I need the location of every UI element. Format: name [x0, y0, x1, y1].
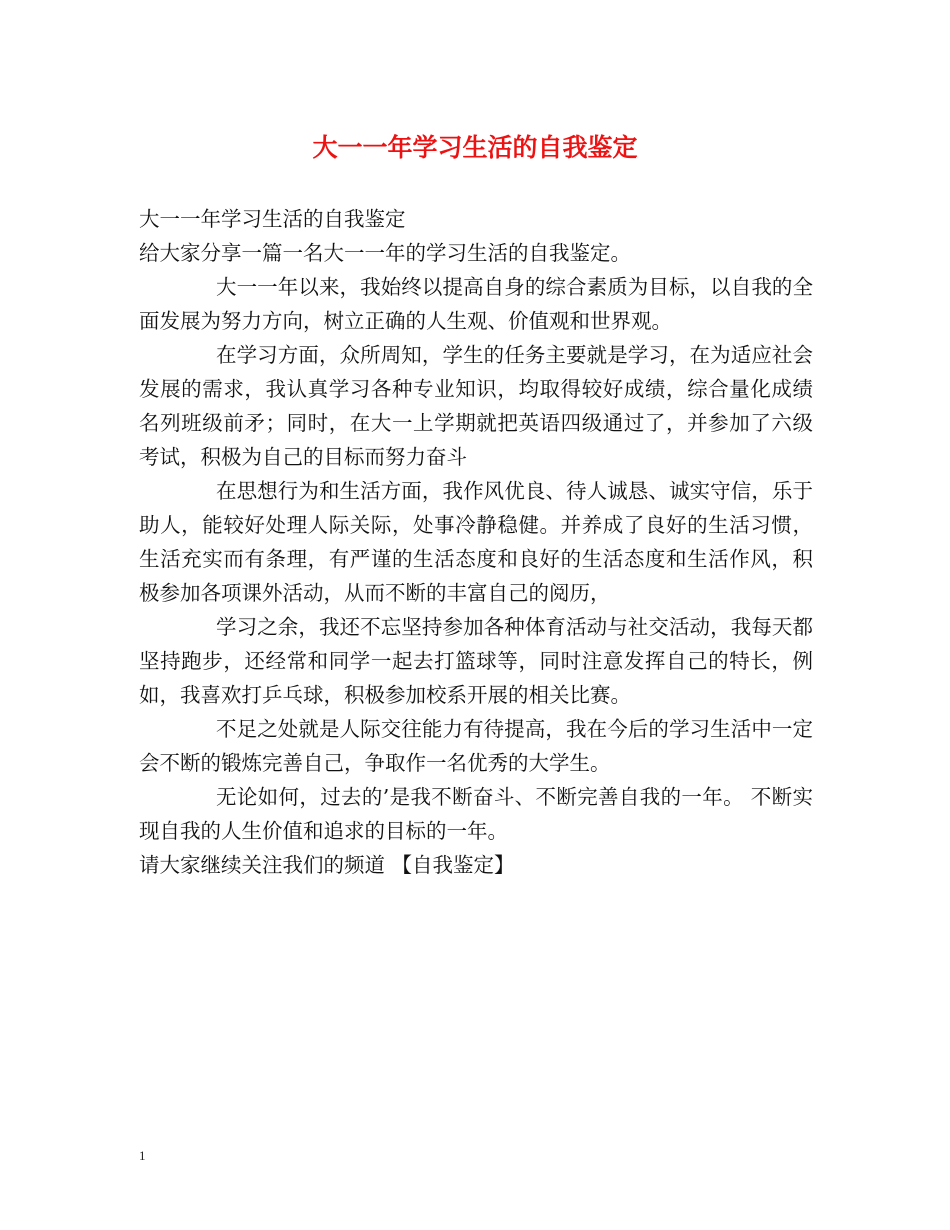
document-title: 大一一年学习生活的自我鉴定 [312, 133, 638, 162]
paragraph-goals: 大一一年以来，我始终以提高自身的综合素质为目标，以自我的全面发展为努力方向，树立正确的人生观、价值观和世界观。 [139, 275, 813, 333]
closing-line: 请大家继续关注我们的频道 【自我鉴定】 [139, 853, 515, 877]
document-body [139, 202, 813, 882]
paragraph-shortcomings: 不足之处就是人际交往能力有待提高，我在今后的学习生活中一定会不断的锻炼完善自己，争取作一名优秀的大学生。 [139, 717, 813, 775]
paragraph-summary: 无论如何，过去的’是我不断奋斗、不断完善自我的一年。 不断实现自我的人生价值和追求的目标的一年。 [139, 785, 813, 843]
paragraph-conduct: 在思想行为和生活方面，我作风优良、待人诚恳、诚实守信，乐于助人，能较好处理人际关际，处事冷静稳健。并养成了良好的生活习惯，生活充实而有条理，有严谨的生活态度和良好的生活态度和生活作风，积极参加各项课外活动，从而不断的丰富自己的阅历， [139, 479, 813, 605]
paragraph-activities: 学习之余，我还不忘坚持参加各种体育活动与社交活动，我每天都坚持跑步，还经常和同学一起去打篮球等，同时注意发挥自己的特长，例如，我喜欢打乒乓球，积极参加校系开展的相关比赛。 [139, 615, 813, 707]
intro-line: 给大家分享一篇一名大一一年的学习生活的自我鉴定。 [139, 241, 631, 265]
page-number: 1 [139, 1148, 146, 1163]
document-subtitle: 大一一年学习生活的自我鉴定 [139, 207, 406, 231]
paragraph-study: 在学习方面，众所周知，学生的任务主要就是学习，在为适应社会发展的需求，我认真学习各种专业知识，均取得较好成绩，综合量化成绩名列班级前矛；同时，在大一上学期就把英语四级通过了，并参加了六级考试，积极为自己的目标而努力奋斗 [139, 343, 813, 469]
